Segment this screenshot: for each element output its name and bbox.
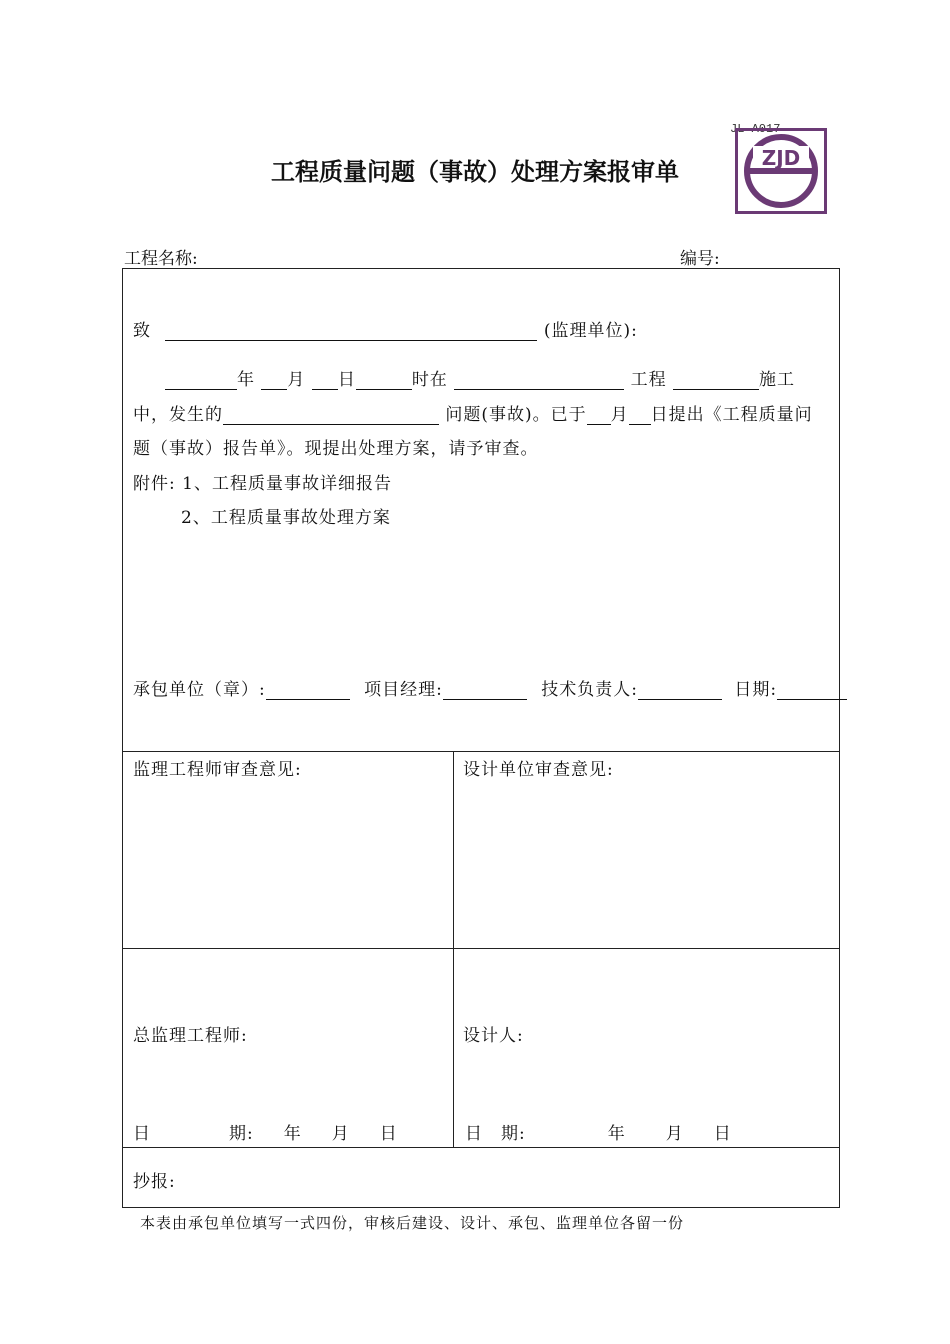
column-divider [453,751,454,1147]
pm-label: 项目经理: [364,680,443,700]
project-field[interactable] [673,371,759,390]
contractor-label: 承包单位（章）: [133,680,266,700]
supervisor-opinion-label: 监理工程师审查意见: [133,760,302,780]
cc-label: 抄报: [133,1172,176,1192]
body-line-3: 题（事故）报告单》。现提出处理方案，请予审查。 [133,439,539,459]
year-field[interactable] [165,371,237,390]
location-field[interactable] [454,371,624,390]
number-label: 编号: [680,249,720,269]
page-title: 工程质量问题（事故）处理方案报审单 [271,158,679,186]
svg-text:ZJD: ZJD [761,146,801,170]
designer-label: 设计人: [463,1026,524,1046]
row-divider [123,948,839,949]
to-suffix: (监理单位): [543,321,638,341]
tech-field[interactable] [638,681,722,700]
design-opinion-label: 设计单位审查意见: [463,760,614,780]
zjd-logo [735,128,827,214]
supervision-unit-field[interactable] [165,322,537,341]
issue-field[interactable] [223,406,439,425]
contractor-field[interactable] [266,681,350,700]
row-divider [123,751,839,752]
month-field[interactable] [261,371,287,390]
to-prefix: 致 [133,321,151,341]
attachment-2: 2、工程质量事故处理方案 [181,508,391,528]
attachment-1: 附件: 1、工程质量事故详细报告 [133,474,392,494]
footnote: 本表由承包单位填写一式四份，审核后建设、设计、承包、监理单位各留一份 [140,1214,685,1232]
document-code: JL-A017 [730,122,781,136]
date-row-right: 日 期: 年 月 日 [465,1124,732,1144]
submit-month-field[interactable] [587,406,611,425]
hour-field[interactable] [356,371,412,390]
tech-label: 技术负责人: [541,680,639,700]
row-divider [123,1147,839,1148]
date-label: 日期: [734,680,778,700]
day-field[interactable] [312,371,338,390]
chief-engineer-label: 总监理工程师: [133,1026,248,1046]
form-table: 致 (监理单位): 年 月 日 时在 工程 施工 中，发生的 问题(事故)。已于 月 日提出《工程质量问 题（事故）报告单》。现提出处理方案，请予审查。 附件: 1、工程质量事故详细报告 2、工程质量事故处理方案 承包单位（章）: 项目经理: 技术负责人: 日期: 监理工程师审查意见: 设计单位审查意见: 总监理工程师: 设计人: 日 期: 年 月 日 日 期: 年 月 日 抄报: [122,268,840,1208]
submit-day-field[interactable] [629,406,651,425]
date-field[interactable] [777,681,847,700]
pm-field[interactable] [443,681,527,700]
date-row-left: 日 期: 年 月 日 [133,1124,398,1144]
project-name-label: 工程名称: [124,249,198,269]
